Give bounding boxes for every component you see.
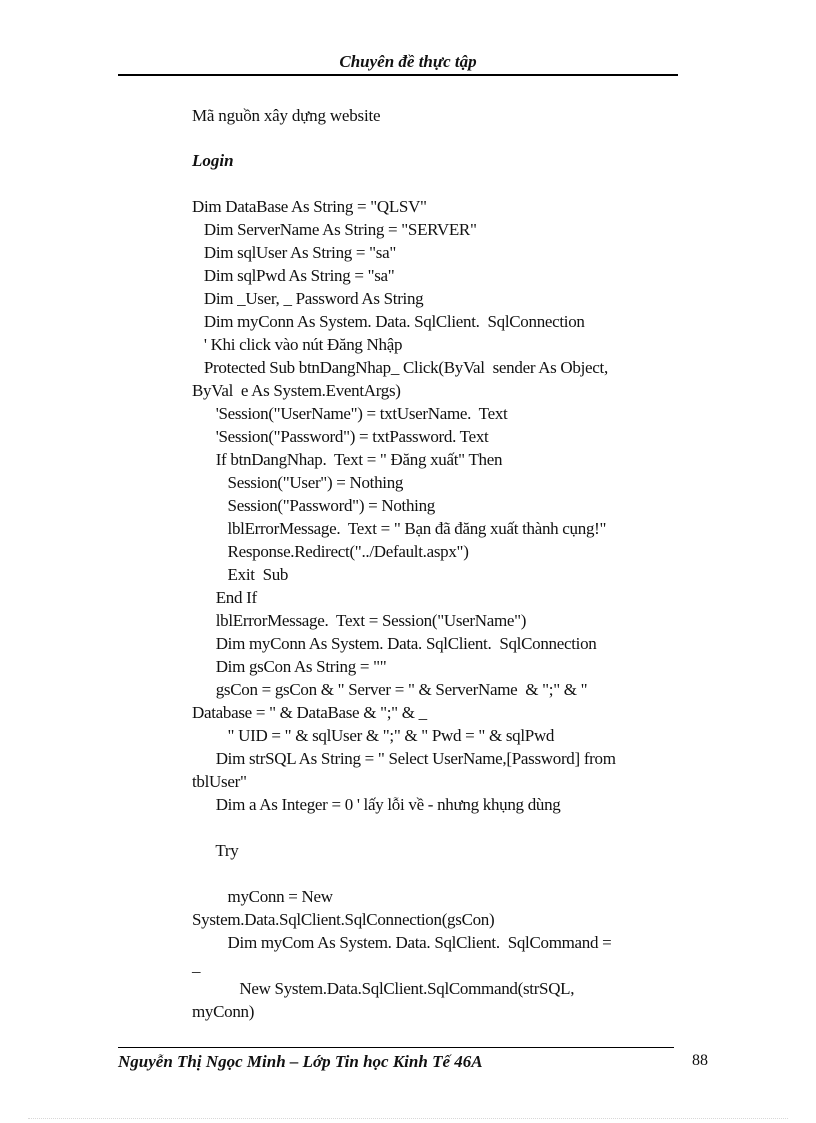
intro-text: Mã nguồn xây dựng website [192,106,381,125]
code-line: Dim ServerName As String = "SERVER" [192,220,477,239]
code-line: " UID = " & sqlUser & ";" & " Pwd = " & sqlPwd [192,726,555,745]
header-divider [118,74,678,76]
footer-divider [118,1047,674,1048]
page-bottom-border [28,1118,788,1119]
code-line: Dim sqlUser As String = "sa" [192,243,397,262]
code-line: Database = " & DataBase & ";" & _ [192,703,427,722]
code-line: Response.Redirect("../Default.aspx") [192,542,469,561]
code-line: Dim gsCon As String = "" [192,657,387,676]
code-line: ' Khi click vào nút Đăng Nhập [192,335,403,354]
code-line: Dim myConn As System. Data. SqlClient. SqlConnection [192,634,597,653]
code-line: lblErrorMessage. Text = " Bạn đã đăng xuất thành cụng!" [192,519,607,538]
code-line [192,862,697,885]
footer-author: Nguyễn Thị Ngọc Minh – Lớp Tin học Kinh Tế 46A [118,1052,483,1071]
code-line: Session("Password") = Nothing [192,496,435,515]
code-listing [192,195,697,1023]
code-line: _ [192,956,201,975]
code-line: Exit Sub [192,565,289,584]
code-line [192,816,697,839]
code-line: Dim sqlPwd As String = "sa" [192,266,395,285]
code-line: Dim myConn As System. Data. SqlClient. SqlConnection [192,312,585,331]
code-line: If btnDangNhap. Text = " Đăng xuất" Then [192,450,503,469]
code-line: myConn = New [192,887,333,906]
code-line: Protected Sub btnDangNhap_ Click(ByVal sender As Object, [192,358,608,377]
code-line: Dim a As Integer = 0 ' lấy lỗi về - nhưng khụng dùng [192,795,561,814]
code-line: 'Session("UserName") = txtUserName. Text [192,404,508,423]
code-line: ByVal e As System.EventArgs) [192,381,401,400]
code-line: Dim DataBase As String = "QLSV" [192,197,427,216]
code-line: Session("User") = Nothing [192,473,404,492]
code-line: New System.Data.SqlClient.SqlCommand(strSQL, [192,979,575,998]
code-line: 'Session("Password") = txtPassword. Text [192,427,489,446]
section-heading-login: Login [192,151,234,170]
code-line: myConn) [192,1002,255,1021]
code-line: Dim _User, _ Password As String [192,289,424,308]
page-header-title: Chuyên đề thực tập [339,52,477,71]
code-line: System.Data.SqlClient.SqlConnection(gsCon) [192,910,495,929]
code-line: End If [192,588,257,607]
code-line: tblUser" [192,772,247,791]
code-line: Dim strSQL As String = " Select UserName,[Password] from [192,749,616,768]
code-line: gsCon = gsCon & " Server = " & ServerName & ";" & " [192,680,588,699]
code-line: lblErrorMessage. Text = Session("UserName") [192,611,527,630]
page-number: 88 [692,1052,708,1069]
code-line: Dim myCom As System. Data. SqlClient. SqlCommand = [192,933,612,952]
code-line: Try [192,841,239,860]
